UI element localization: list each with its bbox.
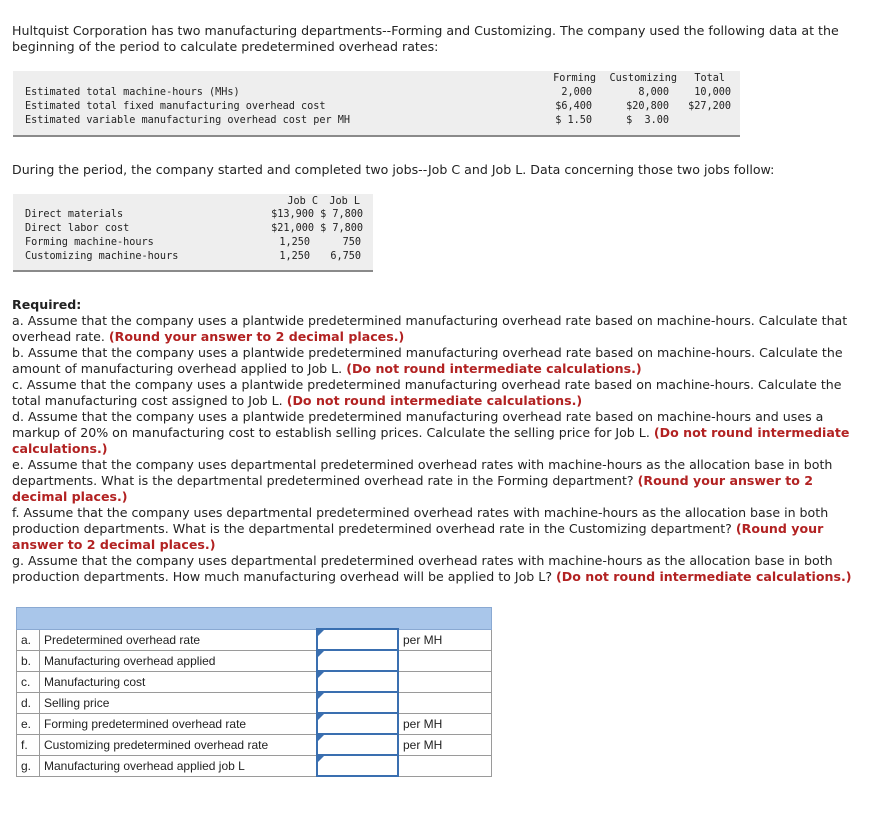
answer-unit bbox=[398, 671, 492, 692]
answer-table-header bbox=[17, 608, 492, 630]
cell: $ 7,800 bbox=[320, 223, 363, 234]
answer-f-input[interactable] bbox=[318, 735, 401, 754]
requirement-d: d. Assume that the company uses a plantwide predetermined manufacturing overhead rate based on machine-hours and uses a markup of 20% on manufacturing cost to establish selling prices. Calculate the selling price for Job L. (Do not round intermediate calculations.) bbox=[12, 409, 850, 456]
answer-c-input[interactable] bbox=[318, 672, 401, 691]
requirement-b: b. Assume that the company uses a plantwide predetermined manufacturing overhead rate based on machine-hours. Calculate the amount of manufacturing overhead applied to Job L. (Do not round intermediate calculations.) bbox=[12, 345, 843, 376]
cell: 750 bbox=[342, 237, 361, 248]
row-label: Estimated variable manufacturing overhead cost per MH bbox=[25, 115, 351, 126]
overhead-estimates-table bbox=[13, 71, 740, 137]
answer-label: Selling price bbox=[40, 692, 318, 713]
answer-unit: per MH bbox=[398, 629, 492, 650]
col-header-total: Total bbox=[694, 73, 725, 84]
answer-b-input[interactable] bbox=[318, 651, 401, 670]
answer-row-d bbox=[17, 692, 492, 713]
answer-label: Manufacturing cost bbox=[40, 671, 318, 692]
answer-letter: c. bbox=[17, 671, 40, 692]
answer-label: Manufacturing overhead applied bbox=[40, 650, 318, 671]
cell: 1,250 bbox=[279, 251, 310, 262]
answer-row-g bbox=[17, 755, 492, 776]
answer-row-c bbox=[17, 671, 492, 692]
answer-d-input[interactable] bbox=[318, 693, 401, 712]
row-label: Estimated total fixed manufacturing overhead cost bbox=[25, 101, 326, 112]
row-label: Customizing machine-hours bbox=[25, 251, 179, 262]
answer-unit: per MH bbox=[398, 713, 492, 734]
cell: $20,800 bbox=[626, 101, 669, 112]
answer-label: Manufacturing overhead applied job L bbox=[40, 755, 318, 776]
answer-a-input[interactable] bbox=[318, 630, 401, 649]
answer-unit bbox=[398, 692, 492, 713]
requirement-f: f. Assume that the company uses departmental predetermined overhead rates with machine-hours as the allocation base in both production departments. What is the departmental predetermined overhead rate in the Customizing department? (Round your answer to 2 decimal places.) bbox=[12, 505, 829, 552]
answer-row-b bbox=[17, 650, 492, 671]
row-label: Direct materials bbox=[25, 209, 124, 220]
answer-letter: b. bbox=[17, 650, 40, 671]
answer-input-cell bbox=[317, 734, 398, 755]
cell: 8,000 bbox=[638, 87, 669, 98]
cell: 1,250 bbox=[279, 237, 310, 248]
answer-label: Forming predetermined overhead rate bbox=[40, 713, 318, 734]
cell: 2,000 bbox=[561, 87, 592, 98]
job-data-table bbox=[13, 194, 373, 272]
cell: $ 3.00 bbox=[626, 115, 669, 126]
answer-letter: f. bbox=[17, 734, 40, 755]
answer-input-cell bbox=[317, 671, 398, 692]
answer-label: Customizing predetermined overhead rate bbox=[40, 734, 318, 755]
answer-row-f bbox=[17, 734, 492, 755]
required-section bbox=[12, 297, 858, 585]
cell: $21,000 bbox=[271, 223, 314, 234]
answer-table bbox=[16, 607, 492, 777]
col-header-forming: Forming bbox=[553, 73, 596, 84]
answer-letter: d. bbox=[17, 692, 40, 713]
answer-input-cell bbox=[317, 650, 398, 671]
answer-label: Predetermined overhead rate bbox=[40, 629, 318, 650]
requirement-c: c. Assume that the company uses a plantwide predetermined manufacturing overhead rate based on machine-hours. Calculate the total manufacturing cost assigned to Job L. (Do not round intermediate calculations.) bbox=[12, 377, 842, 408]
middle-text: During the period, the company started and completed two jobs--Job C and Job L. Data concerning those two jobs follow: bbox=[12, 162, 775, 177]
cell: $ 7,800 bbox=[320, 209, 363, 220]
answer-e-input[interactable] bbox=[318, 714, 401, 733]
answer-unit bbox=[398, 650, 492, 671]
answer-letter: e. bbox=[17, 713, 40, 734]
intro-text: Hultquist Corporation has two manufacturing departments--Forming and Customizing. The company used the following data at the beginning of the period to calculate predetermined overhead rates: bbox=[12, 23, 839, 54]
col-header-job-l: Job L bbox=[329, 196, 360, 207]
cell: $ 1.50 bbox=[555, 115, 592, 126]
answer-letter: g. bbox=[17, 755, 40, 776]
row-label: Forming machine-hours bbox=[25, 237, 154, 248]
answer-row-a bbox=[17, 629, 492, 650]
row-label: Direct labor cost bbox=[25, 223, 130, 234]
answer-input-cell bbox=[317, 755, 398, 776]
answer-row-e bbox=[17, 713, 492, 734]
cell: $6,400 bbox=[555, 101, 592, 112]
answer-letter: a. bbox=[17, 629, 40, 650]
cell: $27,200 bbox=[688, 101, 731, 112]
answer-input-cell bbox=[317, 629, 398, 650]
answer-g-input[interactable] bbox=[318, 756, 401, 775]
requirement-a: a. Assume that the company uses a plantwide predetermined manufacturing overhead rate based on machine-hours. Calculate that overhead rate. (Round your answer to 2 decimal places.) bbox=[12, 313, 848, 344]
cell: 10,000 bbox=[694, 87, 731, 98]
cell: 6,750 bbox=[330, 251, 361, 262]
col-header-job-c: Job C bbox=[287, 196, 318, 207]
answer-unit: per MH bbox=[398, 734, 492, 755]
row-label: Estimated total machine-hours (MHs) bbox=[25, 87, 240, 98]
answer-unit bbox=[398, 755, 492, 776]
requirement-g: g. Assume that the company uses departmental predetermined overhead rates with machine-hours as the allocation base in both production departments. How much manufacturing overhead will be applied to Job L? (Do not round intermediate calculations.) bbox=[12, 553, 852, 584]
answer-input-cell bbox=[317, 713, 398, 734]
requirement-e: e. Assume that the company uses departmental predetermined overhead rates with machine-hours as the allocation base in both departments. What is the departmental predetermined overhead rate in the Forming department? (Round your answer to 2 decimal places.) bbox=[12, 457, 833, 504]
col-header-customizing: Customizing bbox=[609, 73, 677, 84]
required-title: Required: bbox=[12, 297, 82, 312]
cell: $13,900 bbox=[271, 209, 314, 220]
answer-input-cell bbox=[317, 692, 398, 713]
